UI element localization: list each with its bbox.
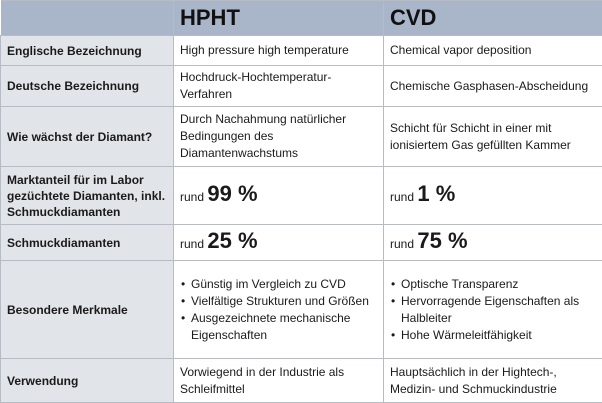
row-label-usage: Verwendung [1,359,174,403]
cell-cvd-jewelry [384,225,602,261]
row-label-features: Besondere Merkmale [1,261,174,359]
list-item: • Optische Transparenz [390,276,596,293]
header-hpht: HPHT [174,1,384,36]
cell-cvd-usage: Hauptsächlich in der Hightech-, Medizin- und Schmuckindustrie [384,359,602,403]
market-share-value: 1 % [417,181,455,206]
cell-hpht-market-share [174,167,384,225]
table-row [1,36,602,66]
cell-hpht-english: High pressure high temperature [174,36,384,66]
table-row [1,167,602,225]
cell-cvd-german: Chemische Gasphasen-Abscheidung [384,66,602,107]
cell-cvd-features [384,261,602,359]
list-item: • Hervorragende Eigenschaften als Halbleiter [390,293,596,327]
row-label-jewelry: Schmuckdiamanten [1,225,174,261]
jewelry-value: 75 % [417,228,467,253]
table-row [1,225,602,261]
cell-hpht-growth: Durch Nachahmung natürlicher Bedingungen des Diamantenwachstums [174,107,384,167]
cell-hpht-german: Hochdruck-Hochtemperatur-Verfahren [174,66,384,107]
header-row [1,1,602,36]
feature-list-cvd [390,276,596,344]
row-label-growth: Wie wächst der Diamant? [1,107,174,167]
cell-hpht-jewelry [174,225,384,261]
market-share-prefix: rund [390,190,414,204]
market-share-prefix: rund [180,190,204,204]
row-label-english: Englische Bezeichnung [1,36,174,66]
market-share-value: 99 % [207,181,257,206]
header-cvd: CVD [384,1,602,36]
list-item: • Ausgezeichnete mechanische Eigenschaften [180,310,377,344]
table-row [1,107,602,167]
table-row [1,359,602,403]
row-label-german: Deutsche Bezeichnung [1,66,174,107]
cell-cvd-english: Chemical vapor deposition [384,36,602,66]
cell-hpht-usage: Vorwiegend in der Industrie als Schleifmittel [174,359,384,403]
list-item: • Hohe Wärmeleitfähigkeit [390,327,596,344]
cell-cvd-market-share [384,167,602,225]
jewelry-value: 25 % [207,228,257,253]
cell-cvd-growth: Schicht für Schicht in einer mit ionisiertem Gas gefüllten Kammer [384,107,602,167]
jewelry-prefix: rund [180,237,204,251]
table-row [1,261,602,359]
jewelry-prefix: rund [390,237,414,251]
table-row [1,66,602,107]
list-item: • Vielfältige Strukturen und Größen [180,293,377,310]
row-label-market-share: Marktanteil für im Labor gezüchtete Diamanten, inkl. Schmuckdiamanten [1,167,174,225]
cell-hpht-features [174,261,384,359]
feature-list-hpht [180,276,377,344]
list-item: • Günstig im Vergleich zu CVD [180,276,377,293]
header-corner [1,1,174,36]
